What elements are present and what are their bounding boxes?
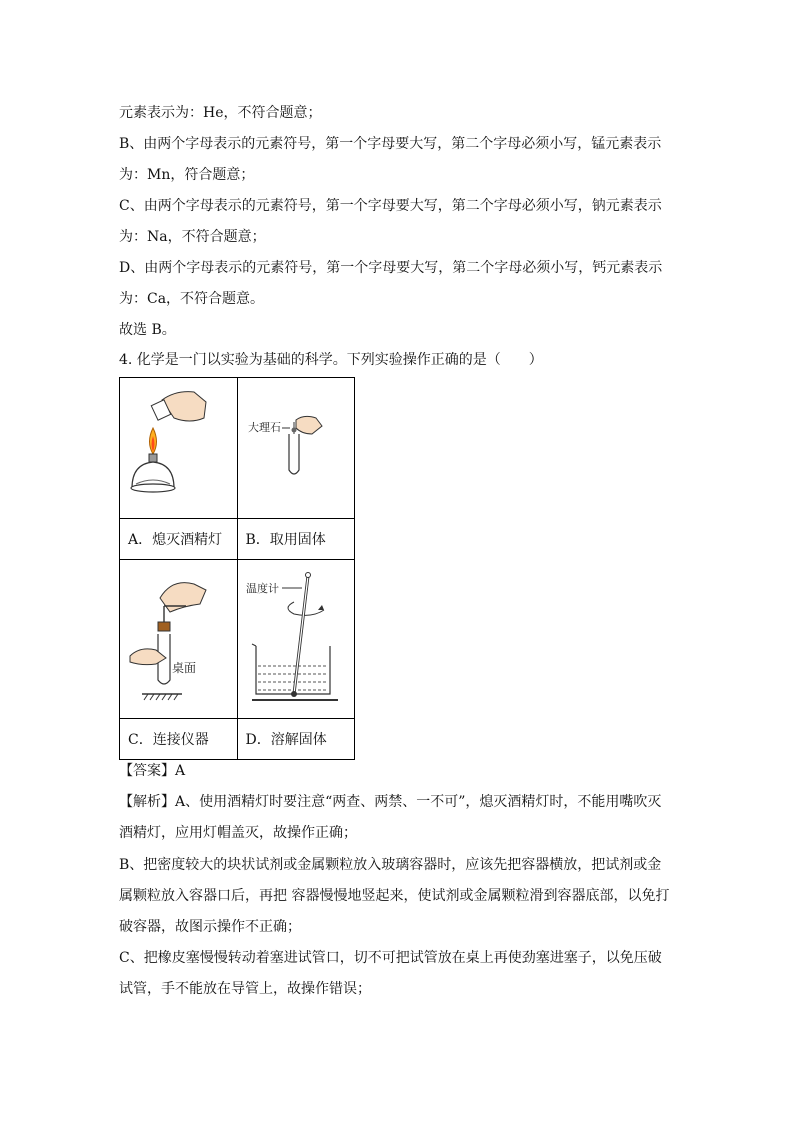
thermometer-label: 温度计 bbox=[245, 582, 279, 595]
text-line: B、由两个字母表示的元素符号，第一个字母要大写，第二个字母必须小写，锰元素表示 bbox=[119, 136, 662, 152]
text-line: 为：Mn，符合题意； bbox=[119, 167, 255, 183]
question-4-stem: 4. 化学是一门以实验为基础的科学。下列实验操作正确的是（ ） bbox=[119, 352, 543, 368]
analysis-line: 试管，手不能放在导管上，故操作错误； bbox=[119, 981, 371, 997]
option-b-caption: B．取用固体 bbox=[237, 519, 355, 560]
figure-dissolve-solid bbox=[237, 560, 355, 719]
text-line: 为：Ca，不符合题意。 bbox=[119, 291, 265, 307]
option-c-caption: C．连接仪器 bbox=[120, 719, 238, 760]
marble-label: 大理石 bbox=[247, 421, 281, 434]
take-solid-illustration bbox=[238, 378, 347, 514]
figure-connect-apparatus bbox=[120, 560, 238, 719]
analysis-line: 酒精灯，应用灯帽盖灭，故操作正确； bbox=[119, 825, 357, 841]
options-figure-table bbox=[119, 377, 355, 760]
option-a-caption: A．熄灭酒精灯 bbox=[120, 519, 238, 560]
desk-label: 桌面 bbox=[172, 661, 197, 675]
analysis-line: 【解析】A、使用酒精灯时要注意“两查、两禁、一不可”，熄灭酒精灯时，不能用嘴吹灭 bbox=[119, 794, 662, 810]
dissolve-solid-illustration bbox=[238, 560, 347, 714]
connect-apparatus-illustration bbox=[120, 560, 245, 714]
text-line: D、由两个字母表示的元素符号，第一个字母要大写，第二个字母必须小写，钙元素表示 bbox=[119, 260, 663, 276]
answer-line: 【答案】A bbox=[119, 763, 186, 779]
alcohol-lamp-illustration bbox=[120, 378, 245, 514]
figure-take-solid bbox=[237, 378, 355, 519]
analysis-line: B、把密度较大的块状试剂或金属颗粒放入玻璃容器时，应该先把容器横放，把试剂或金 bbox=[119, 857, 662, 873]
text-line: 元素表示为：He，不符合题意； bbox=[119, 105, 322, 121]
option-d-caption: D．溶解固体 bbox=[237, 719, 355, 760]
analysis-line: 属颗粒放入容器口后，再把 容器慢慢地竖起来，使试剂或金属颗粒滑到容器底部，以免打 bbox=[119, 888, 670, 904]
analysis-line: C、把橡皮塞慢慢转动着塞进试管口，切不可把试管放在桌上再使劲塞进塞子，以免压破 bbox=[119, 950, 662, 966]
text-line: 为：Na，不符合题意； bbox=[119, 229, 266, 245]
text-line: 故选 B。 bbox=[119, 322, 176, 338]
text-line: C、由两个字母表示的元素符号，第一个字母要大写，第二个字母必须小写，钠元素表示 bbox=[119, 198, 662, 214]
analysis-line: 破容器，故图示操作不正确； bbox=[119, 919, 301, 935]
figure-alcohol-lamp bbox=[120, 378, 238, 519]
